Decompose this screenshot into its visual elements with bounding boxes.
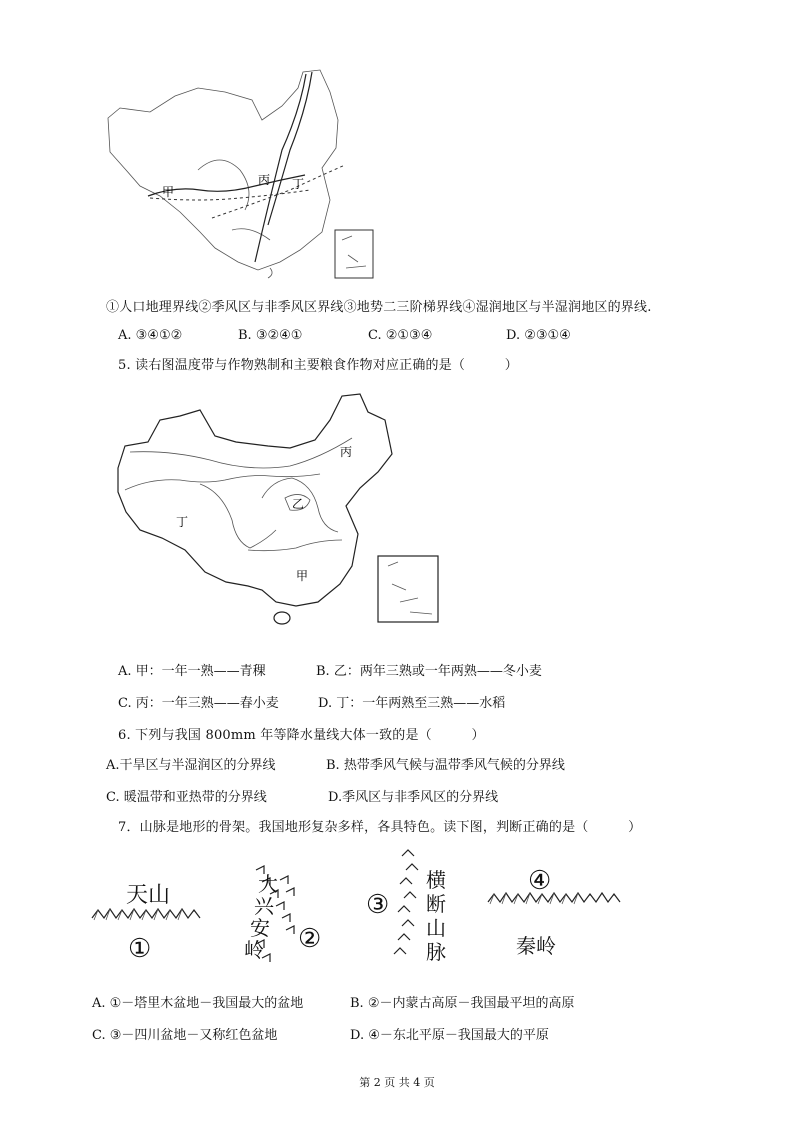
- q5-option-d: D. 丁：一年两熟至三熟——水稻: [318, 696, 506, 711]
- q7-option-c: C. ③－四川盆地－又称红色盆地: [92, 1028, 278, 1043]
- q4-label-bing: 丙: [258, 173, 271, 187]
- mountain-1-number: ①: [128, 934, 152, 964]
- q5-temperature-zone-map: [0, 380, 794, 640]
- q7-option-b: B. ②－内蒙古高原－我国最平坦的高原: [350, 996, 575, 1011]
- mountain-2-char-2: 兴: [254, 894, 274, 918]
- mountain-4-name: 秦岭: [516, 934, 556, 958]
- q7-mountain-diagram: [0, 840, 794, 980]
- q5-option-b: B. 乙：两年三熟或一年两熟——冬小麦: [316, 664, 542, 679]
- q6-option-a: A.干旱区与半湿润区的分界线: [106, 758, 276, 773]
- mountain-2-char-1: 大: [258, 872, 278, 896]
- q5-question: 5. 读右图温度带与作物熟制和主要粮食作物对应正确的是（ ）: [118, 358, 518, 373]
- q5-option-a: A. 甲：一年一熟——青稞: [118, 664, 266, 679]
- q5-label-ding: 丁: [176, 515, 189, 529]
- q4-label-jia: 甲: [162, 185, 175, 199]
- mountain-2-char-3: 安: [250, 916, 270, 940]
- mountain-3-char-3: 山: [426, 916, 446, 940]
- q4-option-c: C. ②①③④: [368, 328, 433, 343]
- mountain-3-char-4: 脉: [426, 940, 446, 964]
- mountain-3-number: ③: [366, 890, 390, 920]
- q4-label-ding: 丁: [292, 177, 305, 191]
- mountain-1-icon: [92, 909, 200, 920]
- page-footer: 第 2 页 共 4 页: [359, 1076, 435, 1089]
- q6-option-c: C. 暖温带和亚热带的分界线: [106, 790, 267, 805]
- q5-option-c: C. 丙：一年三熟——春小麦: [118, 696, 279, 711]
- mountain-4-icon: [488, 893, 620, 904]
- q6-question: 6. 下列与我国 800mm 年等降水量线大体一致的是（ ）: [118, 728, 485, 743]
- mountain-1-name: 天山: [126, 883, 171, 908]
- mountain-3-icon: [394, 850, 418, 954]
- q5-label-jia: 甲: [296, 569, 309, 583]
- q7-option-a: A. ①－塔里木盆地－我国最大的盆地: [92, 996, 304, 1011]
- q7-question: 7．山脉是地形的骨架。我国地形复杂多样，各具特色。读下图，判断正确的是（ ）: [118, 820, 642, 835]
- q4-option-a: A. ③④①②: [118, 328, 183, 343]
- q5-label-yi: 乙: [292, 497, 305, 511]
- mountain-4-number: ④: [528, 866, 552, 896]
- mountain-2-char-4: 岭: [244, 938, 264, 962]
- q6-option-b: B. 热带季风气候与温带季风气候的分界线: [326, 758, 565, 773]
- q7-option-d: D. ④－东北平原－我国最大的平原: [350, 1028, 549, 1043]
- q4-statement: ①人口地理界线②季风区与非季风区界线③地势二三阶梯界线④湿润地区与半湿润地区的界线.: [106, 300, 652, 315]
- q4-option-b: B. ③②④①: [238, 328, 303, 343]
- mountain-3-char-1: 横: [426, 868, 446, 892]
- q4-china-boundary-map: [0, 0, 794, 290]
- mountain-3-char-2: 断: [426, 892, 446, 916]
- q6-option-d: D.季风区与非季风区的分界线: [328, 790, 499, 805]
- q5-label-bing: 丙: [340, 445, 353, 459]
- q4-option-d: D. ②③①④: [506, 328, 571, 343]
- mountain-2-number: ②: [298, 924, 322, 954]
